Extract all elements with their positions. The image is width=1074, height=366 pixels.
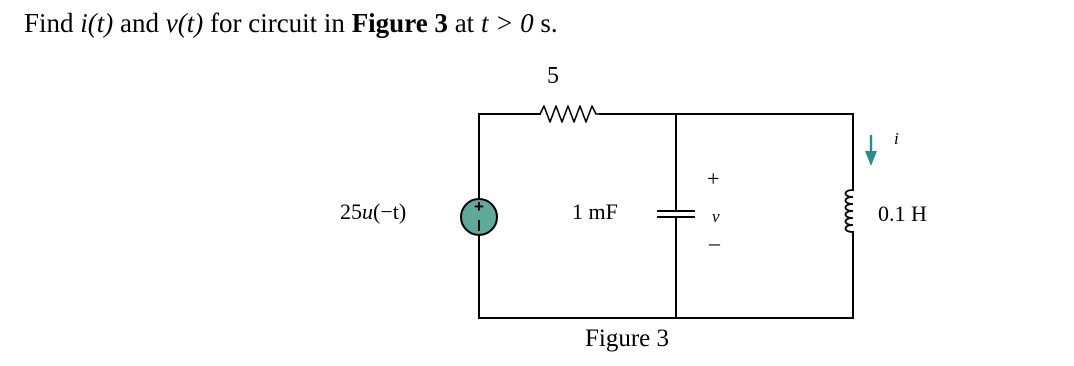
question-text-part2: and	[113, 8, 166, 38]
inductor-label: 0.1 H	[878, 201, 927, 226]
question-text-part1: Find	[24, 8, 81, 38]
question-text-part5: s.	[533, 8, 558, 38]
question-text-part3: for circuit in	[203, 8, 352, 38]
question-text-part4: at	[447, 8, 481, 38]
source-label-argument: (−t)	[373, 199, 407, 224]
voltage-expression: v(t)	[165, 8, 204, 38]
capacitor-label: 1 mF	[572, 199, 618, 224]
current-label: i	[894, 129, 899, 148]
wire-left-top	[479, 114, 540, 199]
voltage-label: v	[712, 207, 720, 226]
inductor-coil	[846, 190, 854, 232]
inductor-symbol	[846, 190, 854, 232]
source-label-amplitude: 25	[340, 199, 362, 224]
resistor-symbol	[540, 106, 600, 122]
figure-caption: Figure 3	[585, 325, 670, 352]
time-condition: t > 0	[480, 8, 534, 38]
resistor-label: 5	[547, 63, 559, 89]
capacitor-symbol	[657, 211, 695, 217]
current-expression: i(t)	[80, 8, 114, 38]
voltage-minus-sign: –	[709, 230, 720, 255]
figure-reference: Figure 3	[351, 8, 448, 38]
current-arrow-head	[865, 151, 877, 166]
current-arrow-icon	[865, 135, 877, 166]
voltage-source	[461, 197, 497, 235]
source-label-step-function: u	[362, 199, 373, 224]
voltage-plus-sign: +	[707, 166, 720, 191]
source-plus-sign: +	[474, 197, 484, 216]
source-label	[340, 201, 406, 223]
